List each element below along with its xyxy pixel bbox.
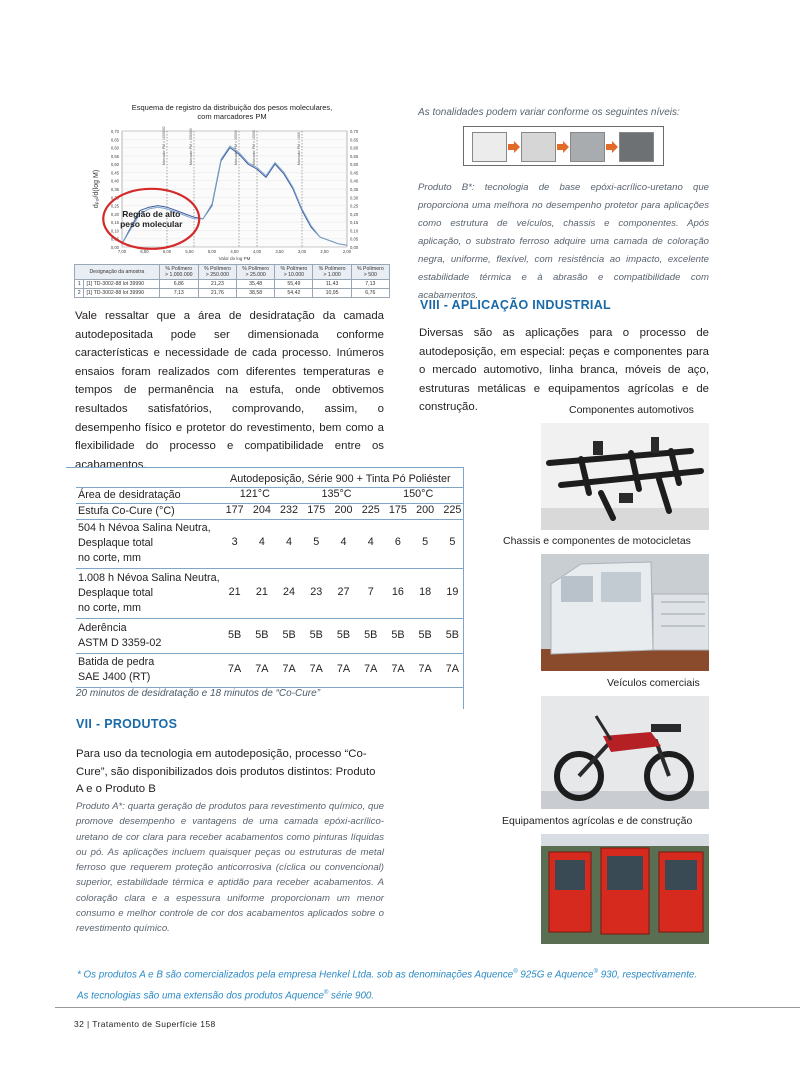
estufa-label: Estufa Co-Cure (°C): [78, 505, 175, 517]
caption-motocicletas: Chassis e componentes de motocicletas: [503, 535, 691, 547]
mw-table-cell: 1: [75, 280, 84, 289]
value-cell: 5B: [309, 629, 323, 641]
arrow-right-icon: [508, 141, 520, 153]
row-label: Batida de pedra: [78, 656, 155, 668]
y-tick-label-right: 0,70: [350, 129, 359, 134]
produto-b-description: Produto B*: tecnologia de base epóxi-acrílico-uretano que proporciona uma melhora no desempenho protetor para aplicações como estrutura de veículos, chassis e componentes. Após aplicação, o substrato ferroso adquire uma camada de coloração negra, uniforme, flexível, com resistência ao impacto, excelente estabilidade térmica e à abrasão e compatibilidade com acabamentos.: [418, 182, 709, 301]
marker-label: Marcador PM = 1000000: [162, 126, 166, 165]
produtos-intro: Para uso da tecnologia em autodeposição, processo “Co-Cure”, são disponibilizados dois produtos distintos: Produto A e o Produto B: [76, 748, 376, 795]
y-tick-label: 0,10: [110, 228, 119, 234]
y-tick-label: 0,25: [110, 203, 119, 209]
photo-automotive-components: [541, 423, 709, 530]
value-cell: 5B: [445, 629, 459, 641]
row-values: [221, 536, 466, 548]
value-cell: 7A: [418, 663, 432, 675]
mw-table-cell: [1] TD-3002-88 lot 39990: [84, 280, 159, 289]
value-cell: 7A: [364, 663, 378, 675]
estufa-cell: 200: [416, 504, 435, 516]
x-tick-label: 2,00: [342, 249, 352, 254]
caption-componentes-automotivos: Componentes automotivos: [569, 404, 694, 416]
value-cell: 6: [394, 536, 401, 548]
mw-table-row: [75, 289, 390, 298]
row-divider: [76, 568, 464, 569]
mw-table-cell: 6,86: [159, 280, 198, 289]
results-table-row: [76, 655, 464, 687]
value-cell: 27: [337, 586, 350, 598]
footer-divider: [55, 1007, 800, 1008]
tone-swatch: [521, 132, 556, 162]
value-cell: 5: [313, 536, 320, 548]
value-cell: 23: [310, 586, 323, 598]
value-cell: 5B: [228, 629, 242, 641]
y-tick-label-right: 0,40: [350, 178, 359, 184]
footnote-line-2: As tecnologias são uma extensão dos produtos Aquence® série 900.: [77, 990, 375, 1002]
value-cell: 5B: [418, 629, 432, 641]
mw-header-cell: % Polímero > 10.000: [275, 265, 313, 280]
tone-swatch: [570, 132, 605, 162]
value-cell: 4: [367, 536, 374, 548]
results-table-row: [76, 571, 464, 618]
y-tick-label: 0,45: [110, 170, 119, 176]
y-tick-label-right: 0,10: [350, 228, 359, 234]
area-label: Área de desidratação: [78, 489, 181, 501]
caption-veiculos-comerciais: Veículos comerciais: [607, 677, 700, 689]
value-cell: 7A: [309, 663, 323, 675]
row-divider: [76, 653, 464, 654]
motorcycle-image: [541, 696, 709, 809]
value-cell: 7A: [255, 663, 269, 675]
row-label: Aderência: [78, 622, 127, 634]
y-tick-label: 0,40: [110, 178, 119, 184]
estufa-cell: 225: [361, 504, 380, 516]
estufa-cell: 232: [280, 504, 299, 516]
marker-label: Marcador PM = 250000: [189, 128, 193, 165]
results-table: [66, 467, 464, 709]
estufa-cell: 175: [388, 504, 407, 516]
value-cell: 16: [391, 586, 404, 598]
estufa-cell: 200: [334, 504, 353, 516]
aplicacao-text: Diversas são as aplicações para o processo de autodeposição, em especial: peças e componentes para o mercado automotivo, linha branca, móveis de aço, estruturas metálicas e equipamentos agrícolas e de construção.: [419, 327, 709, 414]
annotation-line-2: peso molecular: [120, 218, 183, 229]
y-tick-label-right: 0,25: [350, 203, 359, 209]
value-cell: 7: [367, 586, 374, 598]
x-tick-label: 7,00: [117, 249, 127, 254]
x-tick-label: 4,00: [252, 249, 262, 254]
y-tick-label-right: 0,50: [350, 162, 359, 168]
value-cell: 4: [258, 536, 265, 548]
estufa-cell: 175: [307, 504, 326, 516]
marker-label: Marcador PM = 1000: [297, 132, 301, 165]
arrow-right-icon: [606, 141, 618, 153]
marker-label: Marcador PM = 25000: [234, 130, 238, 165]
row-values: [221, 629, 466, 641]
y-tick-label-right: 0,30: [350, 195, 359, 201]
value-cell: 21: [255, 586, 268, 598]
y-tick-label-right: 0,15: [350, 220, 359, 226]
y-tick-label: 0,00: [110, 245, 119, 250]
value-cell: 4: [340, 536, 347, 548]
mw-table-cell: 11,43: [313, 280, 351, 289]
chart-plot: [72, 125, 392, 265]
value-cell: 21: [228, 586, 241, 598]
area-cell: 150°C: [403, 488, 434, 500]
x-tick-label: 6,50: [140, 249, 149, 254]
chart-title: [72, 103, 392, 121]
mw-table-header: [75, 265, 390, 280]
mw-header-cell: Designação da amostra: [75, 265, 160, 280]
left-paragraph: Vale ressaltar que a área de desidratação da camada autodepositada pode ser dimensionada conforme características e necessidade de cada processo. Inúmeros ensaios foram realizados com diferentes temperaturas e tempos de permanência na estufa, onde obtivemos resultados satisfatórios, comprovando, assim, o desempenho físico e protetor do revestimento, bem como a flexibilidade do processo e compatibilidade entre os acabamentos.: [75, 310, 384, 471]
x-tick-label: 3,50: [275, 249, 284, 254]
y-tick-label-right: 0,65: [350, 137, 359, 143]
mw-table-cell: 38,58: [237, 289, 275, 298]
y-tick-label: 0,20: [110, 211, 119, 217]
section-heading-produtos: VII - PRODUTOS: [76, 717, 178, 731]
mw-header-cell: % Polímero > 500: [351, 265, 389, 280]
chart-title-line-1: Esquema de registro da distribuição dos pesos moleculares,: [131, 103, 333, 112]
y-tick-label-right: 0,20: [350, 211, 359, 217]
x-tick-label: 5,50: [185, 249, 194, 254]
value-cell: 7A: [336, 663, 351, 675]
estufa-cells: [221, 504, 466, 516]
truck-cab-image: [541, 554, 709, 671]
mw-table-cell: 6,76: [351, 289, 389, 298]
estufa-cell: 204: [252, 504, 271, 516]
x-tick-label: 4,50: [230, 249, 239, 254]
y-tick-label-right: 0,60: [350, 145, 359, 151]
y-tick-label-right: 0,45: [350, 170, 359, 176]
photo-agricultural-equipment: [541, 834, 709, 944]
x-tick-label: 6,00: [162, 249, 172, 254]
row-label: 504 h Névoa Salina Neutra,: [78, 522, 211, 534]
area-cell: 135°C: [321, 488, 352, 500]
value-cell: 5B: [391, 629, 405, 641]
value-cell: 24: [283, 586, 296, 598]
value-cell: 18: [419, 586, 432, 598]
y-tick-label: 0,50: [110, 162, 119, 168]
mw-table-body: [75, 280, 390, 298]
row-label: no corte, mm: [78, 602, 141, 614]
x-tick-label: 5,00: [207, 249, 217, 254]
mw-table-cell: 2: [75, 289, 84, 298]
footnote: [77, 963, 737, 1006]
value-cell: 7A: [282, 663, 296, 675]
value-cell: 5B: [364, 629, 378, 641]
footnote-line-1: * Os produtos A e B são comercializados pela empresa Henkel Ltda. sob as denominações Aquence® 925G e Aquence® 930, respectivamente.: [77, 969, 698, 981]
mw-table-cell: 54,42: [275, 289, 313, 298]
value-cell: 19: [446, 586, 459, 598]
mw-table-row: [75, 280, 390, 289]
page-footer: 32 | Tratamento de Superfície 158: [74, 1019, 216, 1029]
chart-title-line-2: com marcadores PM: [197, 112, 267, 121]
x-tick-label: 2,50: [320, 249, 329, 254]
mw-header-cell: % Polímero > 1.000.000: [159, 265, 198, 280]
caption-equipamentos: Equipamentos agrícolas e de construção: [502, 815, 693, 827]
mw-table-cell: 35,48: [237, 280, 275, 289]
section-heading-aplicacao: VIII - APLICAÇÃO INDUSTRIAL: [420, 298, 611, 312]
y-tick-label-right: 0,35: [350, 187, 359, 192]
value-cell: 7A: [391, 663, 405, 675]
mw-table-cell: 55,49: [275, 280, 313, 289]
photo-motorcycle-chassis: [541, 554, 709, 671]
estufa-cell: 225: [443, 504, 462, 516]
mw-table-cell: 7,13: [159, 289, 198, 298]
row-label: ASTM D 3359-02: [78, 637, 162, 649]
value-cell: 5: [422, 536, 429, 548]
value-cell: 5B: [255, 629, 269, 641]
produto-a-description: Produto A*: quarta geração de produtos para revestimento químico, que promove desempenho e vantagens de uma camada epóxi-acrílico-uretano de cor clara para receber acabamentos como pinturas líquidas ou pó. As aplicações incluem quaisquer peças ou estruturas de metal ferroso que requerem proteção anticorrosiva (cíclica ou convencional) superior, estabilidade térmica e aptidão para receber acabamentos. A coloração clara e a espessura uniforme proporcionam um menor consumo e melhor controle de cor dos acabamentos aplicados sobre o revestimento químico.: [76, 801, 384, 935]
tone-swatch: [472, 132, 507, 162]
tone-swatch: [619, 132, 654, 162]
table-note: 20 minutos de desidratação e 18 minutos de “Co-Cure”: [76, 688, 321, 699]
mw-header-cell: % Polímero > 25.000: [237, 265, 275, 280]
y-tick-label: 0,05: [110, 236, 119, 242]
tractor-cab-image: [541, 834, 709, 944]
y-tick-label: 0,35: [110, 187, 119, 192]
x-axis-label: Valor do log PM: [218, 256, 251, 261]
value-cell: 3: [231, 536, 238, 548]
y-tick-label-right: 0,05: [350, 236, 359, 242]
row-label: 1.008 h Névoa Salina Neutra,: [78, 572, 220, 584]
row-label: no corte, mm: [78, 552, 141, 564]
y-tick-label: 0,55: [110, 153, 119, 159]
marker-label: Marcador PM = 10000: [252, 130, 256, 165]
mw-table-cell: 10,95: [313, 289, 351, 298]
value-cell: 4: [286, 536, 293, 548]
automotive-frame-image: [541, 423, 709, 530]
photo-commercial-vehicles: [541, 696, 709, 809]
value-cell: 5B: [336, 629, 351, 641]
mw-table-cell: 21,23: [198, 280, 236, 289]
molecular-weight-table: [74, 264, 390, 298]
mw-header-cell: % Polímero > 250.000: [198, 265, 236, 280]
row-divider: [76, 618, 464, 619]
tones-caption: As tonalidades podem variar conforme os seguintes níveis:: [418, 107, 680, 118]
row-values: [221, 663, 466, 675]
mw-header-cell: % Polímero > 1.000: [313, 265, 351, 280]
results-table-title: Autodeposição, Série 900 + Tinta Pó Poliéster: [230, 473, 451, 485]
estufa-cell: 177: [225, 504, 244, 516]
annotation-line-1: Região de alto: [122, 208, 181, 219]
mw-table-cell: [1] TD-3002-88 lot 39990: [84, 289, 159, 298]
y-tick-label-right: 0,00: [350, 245, 359, 250]
arrow-right-icon: [557, 141, 569, 153]
row-label: Desplaque total: [78, 587, 154, 599]
row-label: Desplaque total: [78, 537, 154, 549]
y-tick-label: 0,60: [110, 145, 119, 151]
y-tick-label-right: 0,55: [350, 153, 359, 159]
results-table-row: [76, 521, 464, 568]
row-label: SAE J400 (RT): [78, 671, 151, 683]
mw-table-cell: 21,76: [198, 289, 236, 298]
value-cell: 7A: [228, 663, 242, 675]
y-tick-label: 0,30: [110, 195, 119, 201]
mw-table-cell: 7,13: [351, 280, 389, 289]
area-cell: 121°C: [239, 488, 270, 500]
y-axis-label: dₚₒₗ/d(log M): [93, 169, 100, 209]
y-tick-label: 0,65: [110, 137, 119, 143]
row-values: [221, 586, 466, 598]
value-cell: 5B: [282, 629, 296, 641]
area-cells: [214, 488, 459, 500]
value-cell: 7A: [445, 663, 459, 675]
y-tick-label: 0,15: [110, 220, 119, 226]
value-cell: 5: [449, 536, 456, 548]
tone-swatches: [463, 126, 664, 166]
x-tick-label: 3,00: [297, 249, 307, 254]
results-table-row: [76, 621, 464, 653]
y-tick-label: 0,70: [110, 129, 119, 134]
